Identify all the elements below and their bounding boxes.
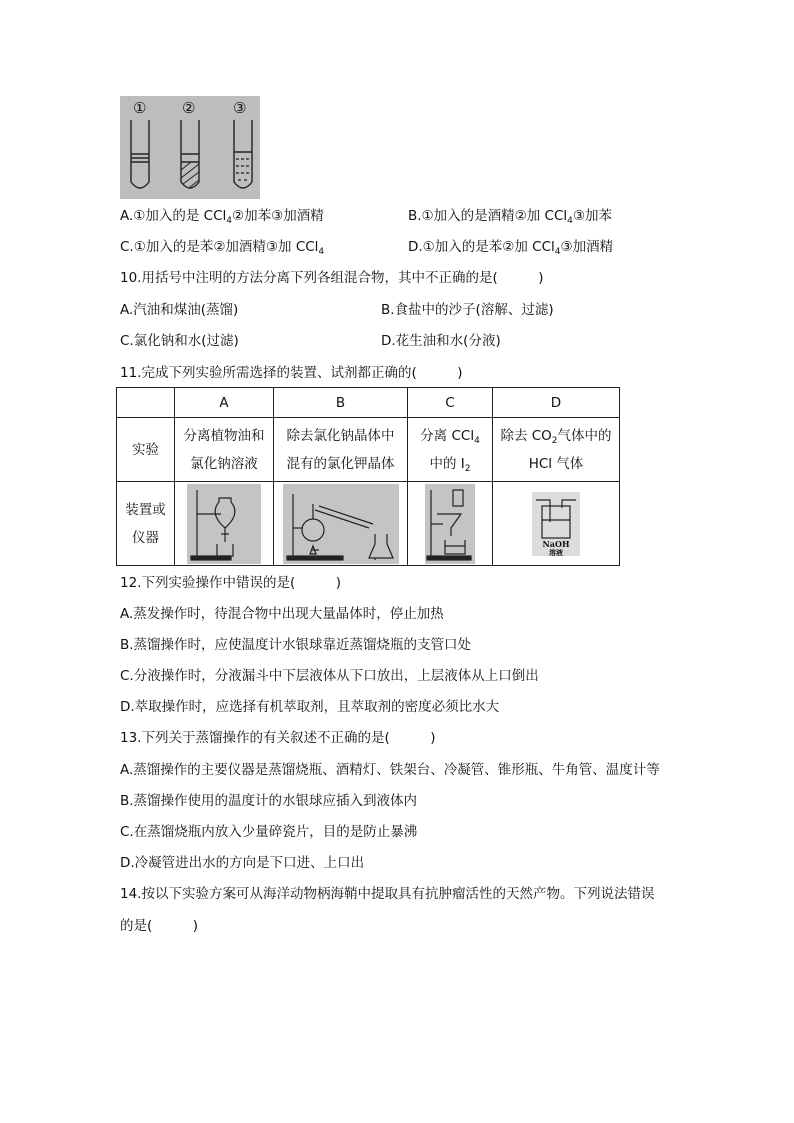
q11-header-blank xyxy=(117,388,175,418)
q12-option-a: A.蒸发操作时，待混合物中出现大量晶体时，停止加热 xyxy=(120,606,444,622)
naoh-label-line2: 溶液 xyxy=(549,548,563,556)
q11-stem: 11.完成下列实验所需选择的装置、试剂都正确的( ) xyxy=(120,365,463,381)
q10-option-b: B.食盐中的沙子(溶解、过滤) xyxy=(381,302,554,318)
q11-exp-c-line2: 中的 $I_2$ xyxy=(429,455,471,474)
q13-stem: 13.下列关于蒸馏操作的有关叙述不正确的是( ) xyxy=(120,730,436,746)
q13-option-b: B.蒸馏操作使用的温度计的水银球应插入到液体内 xyxy=(120,793,418,809)
q11-experiment-a xyxy=(175,418,274,482)
q11-exp-b-line2: 混有的氯化钾晶体 xyxy=(286,455,395,472)
q12-stem: 12.下列实验操作中错误的是( ) xyxy=(120,575,342,591)
q11-exp-a-line2: 氯化钠溶液 xyxy=(190,455,258,472)
tube-1 xyxy=(131,120,149,188)
q12-option-c: C.分液操作时，分液漏斗中下层液体从下口放出，上层液体从上口倒出 xyxy=(120,668,539,684)
q11-device-c xyxy=(408,482,493,566)
q11-header-b: B xyxy=(274,388,408,418)
separatory-funnel-image xyxy=(187,484,261,564)
q9-option-a: A.①加入的是 CCl$_4$②加苯③加酒精 xyxy=(120,208,324,226)
tube-3-label: ③ xyxy=(233,99,247,117)
q13-option-c: C.在蒸馏烧瓶内放入少量碎瓷片，目的是防止暴沸 xyxy=(120,824,418,840)
naoh-label-line1: NaOH xyxy=(542,538,570,549)
q11-exp-d-line1: 除去 $CO_2$气体中的 xyxy=(500,427,612,446)
q11-header-d: D xyxy=(493,388,620,418)
q11-exp-c-line1: 分离 CCl$_4$ xyxy=(420,427,480,446)
q14-stem-line2: 的是( ) xyxy=(120,918,199,934)
tube-1-label: ① xyxy=(133,99,147,117)
q11-experiment-b xyxy=(274,418,408,482)
q11-table xyxy=(116,387,620,566)
q11-device-a xyxy=(175,482,274,566)
q9-option-c: C.①加入的是苯②加酒精③加 CCl$_4$ xyxy=(120,239,325,257)
q11-exp-a-line1: 分离植物油和 xyxy=(183,427,265,444)
tube-2-label: ② xyxy=(182,99,196,117)
q10-option-c: C.氯化钠和水(过滤) xyxy=(120,333,239,349)
q11-header-a: A xyxy=(175,388,274,418)
q11-exp-d-line2: HCl 气体 xyxy=(528,455,584,472)
q11-header-row xyxy=(117,388,620,418)
q10-option-d: D.花生油和水(分液) xyxy=(381,333,501,349)
q11-device-row xyxy=(117,482,620,566)
q11-header-c: C xyxy=(408,388,493,418)
naoh-gas-washing-bottle-image xyxy=(532,492,580,556)
q9-option-b: B.①加入的是酒精②加 CCl$_4$③加苯 xyxy=(408,208,612,226)
q12-option-b: B.蒸馏操作时，应使温度计水银球靠近蒸馏烧瓶的支管口处 xyxy=(120,637,472,653)
q10-option-a: A.汽油和煤油(蒸馏) xyxy=(120,302,239,318)
q11-experiment-d xyxy=(493,418,620,482)
q9-option-d: D.①加入的是苯②加 CCl$_4$③加酒精 xyxy=(408,239,614,257)
tube-3 xyxy=(234,120,252,188)
distillation-apparatus-image xyxy=(283,484,399,564)
q11-experiment-row xyxy=(117,418,620,482)
test-tubes-figure xyxy=(120,96,260,199)
tube-2 xyxy=(181,120,199,188)
q11-device-label: 装置或 仪器 xyxy=(117,482,175,566)
q11-experiment-c xyxy=(408,418,493,482)
q11-device-d xyxy=(493,482,620,566)
q12-option-d: D.萃取操作时，应选择有机萃取剂，且萃取剂的密度必须比水大 xyxy=(120,699,500,715)
q11-experiment-label: 实验 xyxy=(117,418,175,482)
q14-stem-line1: 14.按以下实验方案可从海洋动物柄海鞘中提取具有抗肿瘤活性的天然产物。下列说法错误 xyxy=(120,886,655,902)
filtration-setup-image xyxy=(425,484,475,564)
q11-device-b xyxy=(274,482,408,566)
q11-exp-b-line1: 除去氯化钠晶体中 xyxy=(286,427,395,444)
q13-option-a: A.蒸馏操作的主要仪器是蒸馏烧瓶、酒精灯、铁架台、冷凝管、锥形瓶、牛角管、温度计等 xyxy=(120,762,660,778)
q13-option-d: D.冷凝管进出水的方向是下口进、上口出 xyxy=(120,855,365,871)
q10-stem: 10.用括号中注明的方法分离下列各组混合物，其中不正确的是( ) xyxy=(120,270,544,286)
test-tubes-drawing xyxy=(120,96,260,199)
